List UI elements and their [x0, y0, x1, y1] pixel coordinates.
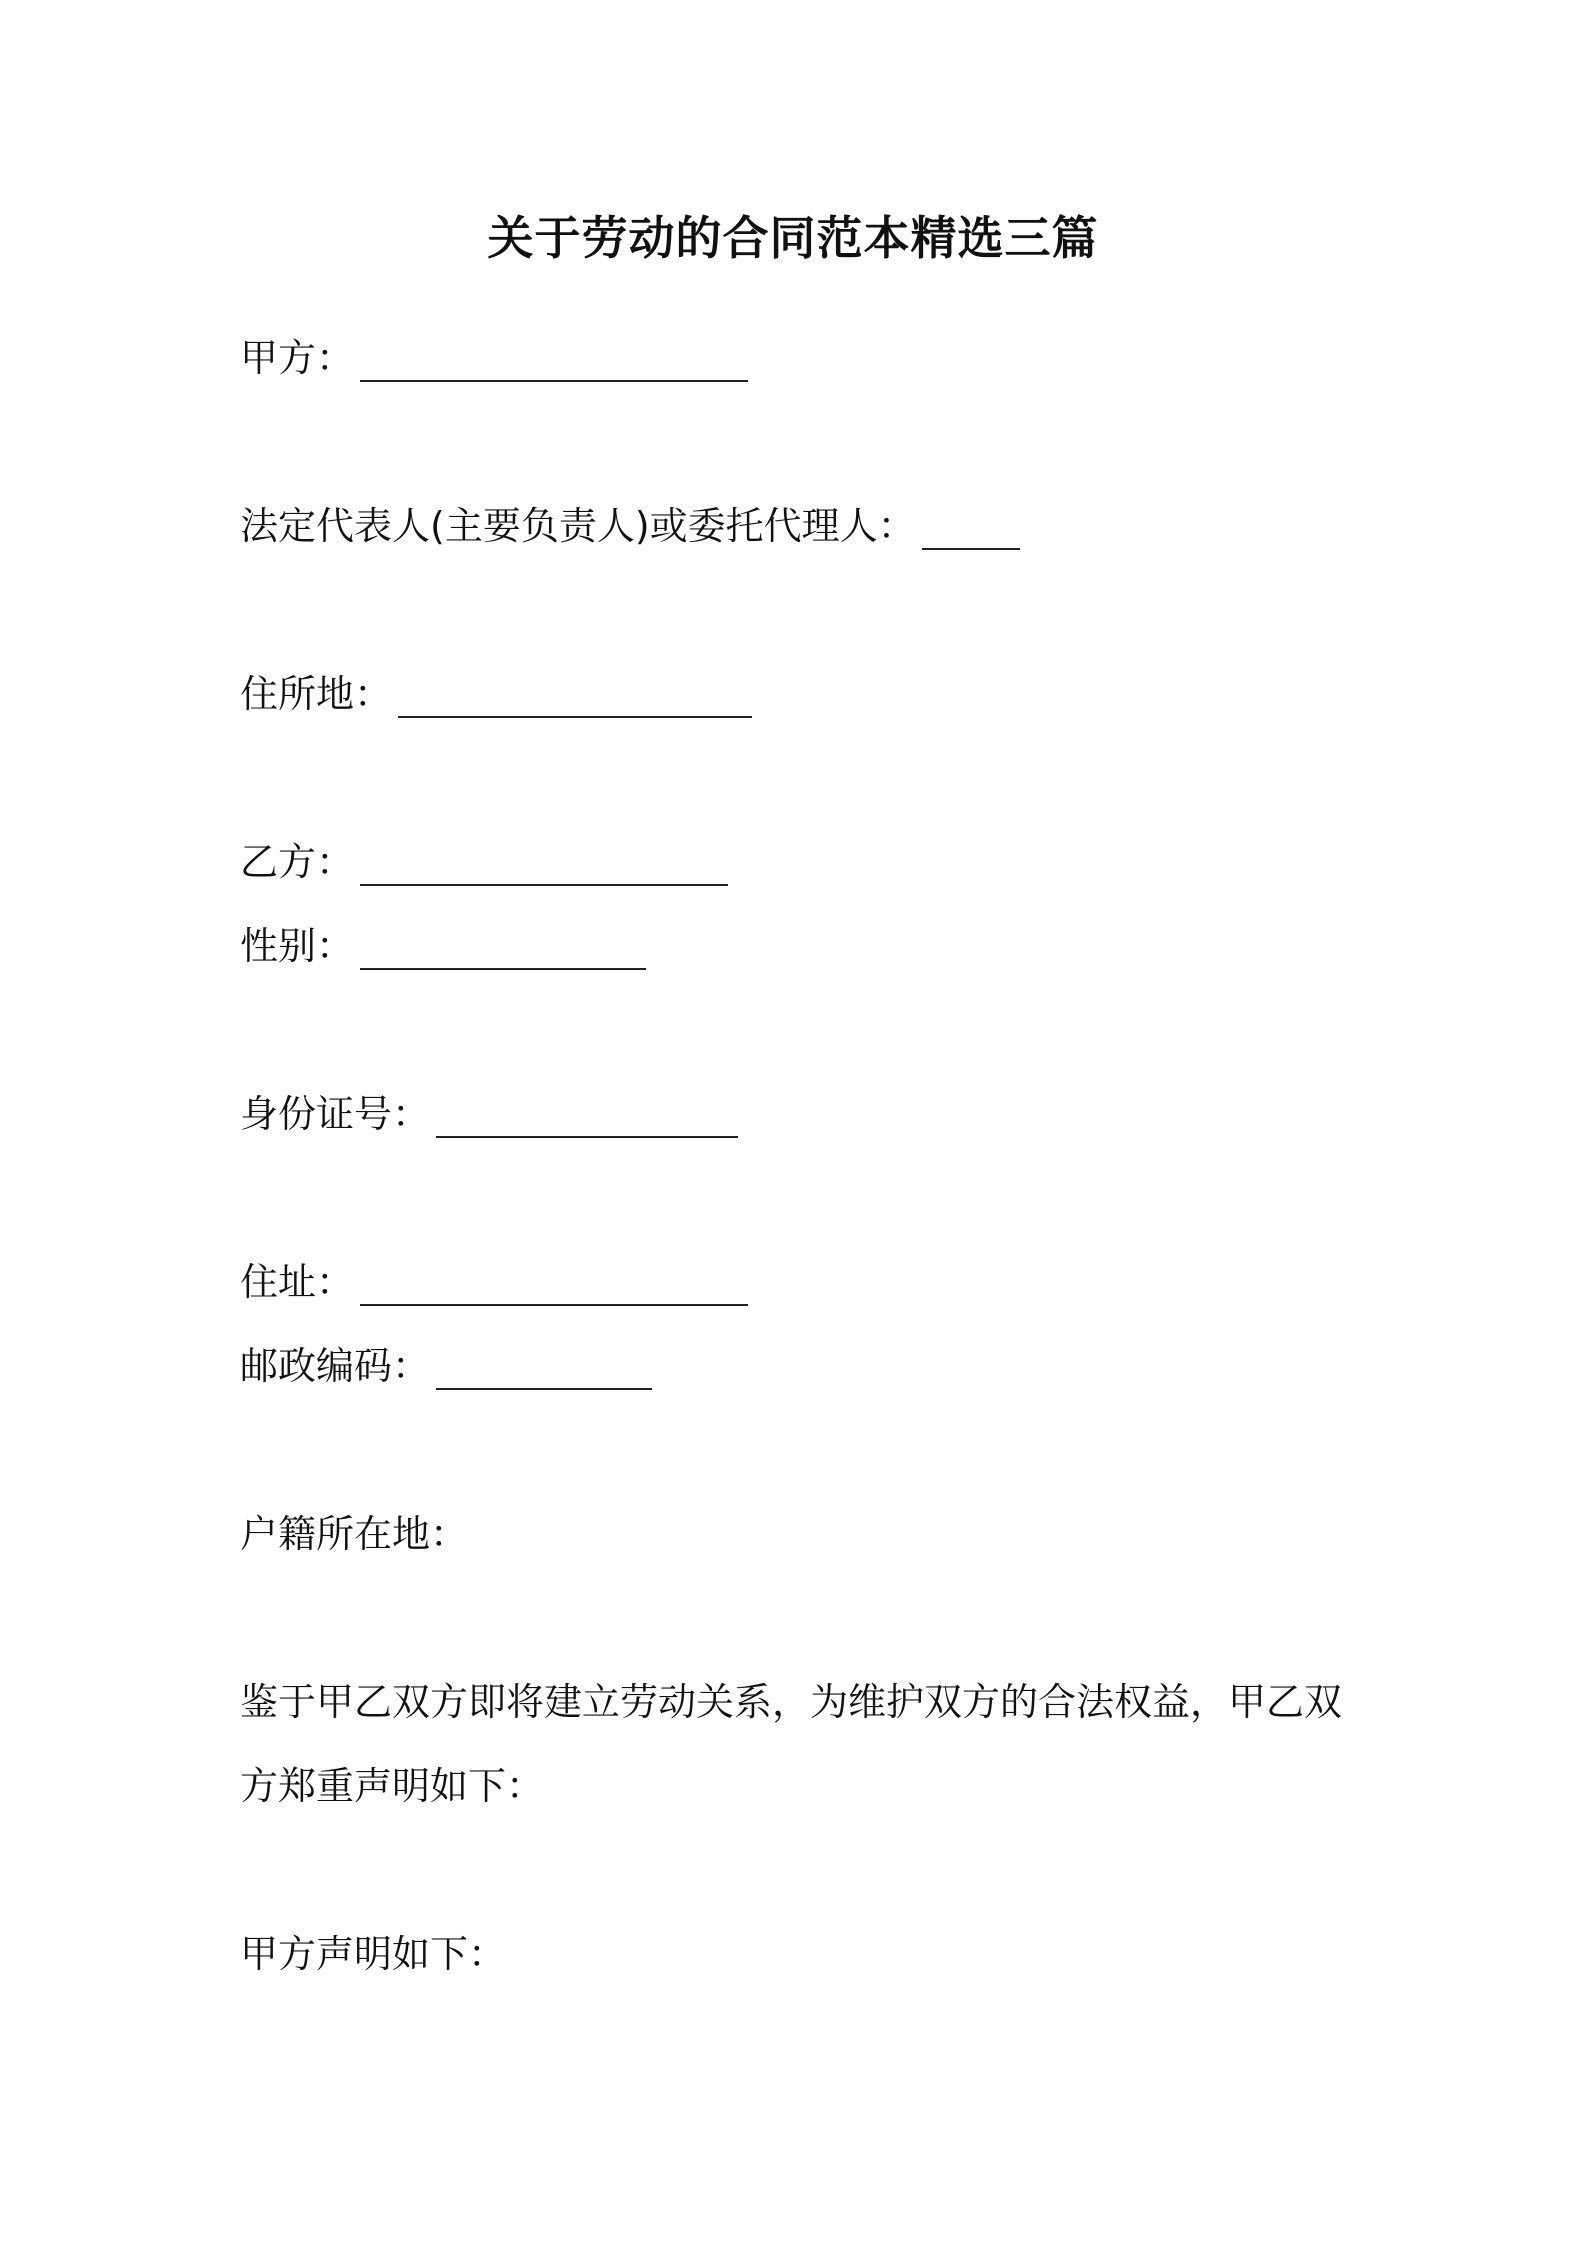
legal-rep-blank[interactable]	[922, 508, 1020, 550]
id-number-blank[interactable]	[436, 1096, 738, 1138]
residence-line	[240, 666, 752, 722]
gender-line	[240, 918, 646, 974]
legal-rep-line	[240, 498, 1020, 554]
address-line	[240, 1254, 748, 1310]
id-number-label: 身份证号：	[240, 1092, 431, 1136]
party-a-line	[240, 330, 748, 386]
recital-paragraph: 鉴于甲乙双方即将建立劳动关系，为维护双方的合法权益，甲乙双方郑重声明如下：	[240, 1680, 1343, 1808]
document-title: 关于劳动的合同范本精选三篇	[487, 211, 1099, 265]
party-b-label: 乙方：	[240, 840, 355, 884]
household-registration-line	[240, 1506, 468, 1562]
household-registration-label: 户籍所在地：	[240, 1512, 469, 1556]
party-b-blank[interactable]	[360, 844, 728, 886]
party-a-declaration-heading: 甲方声明如下：	[240, 1932, 507, 1976]
gender-label: 性别：	[240, 924, 355, 968]
party-a-label: 甲方：	[240, 336, 355, 380]
id-number-line	[240, 1086, 738, 1142]
postal-code-line	[240, 1338, 652, 1394]
party-a-blank[interactable]	[360, 340, 748, 382]
postal-code-blank[interactable]	[436, 1348, 652, 1390]
address-blank[interactable]	[360, 1264, 748, 1306]
residence-blank[interactable]	[398, 676, 752, 718]
legal-rep-label: 法定代表人(主要负责人)或委托代理人：	[240, 504, 916, 548]
party-a-declaration-line	[240, 1926, 506, 1982]
address-label: 住址：	[240, 1260, 355, 1304]
residence-label: 住所地：	[240, 672, 393, 716]
postal-code-label: 邮政编码：	[240, 1344, 431, 1388]
gender-blank[interactable]	[360, 928, 646, 970]
party-b-line	[240, 834, 728, 890]
